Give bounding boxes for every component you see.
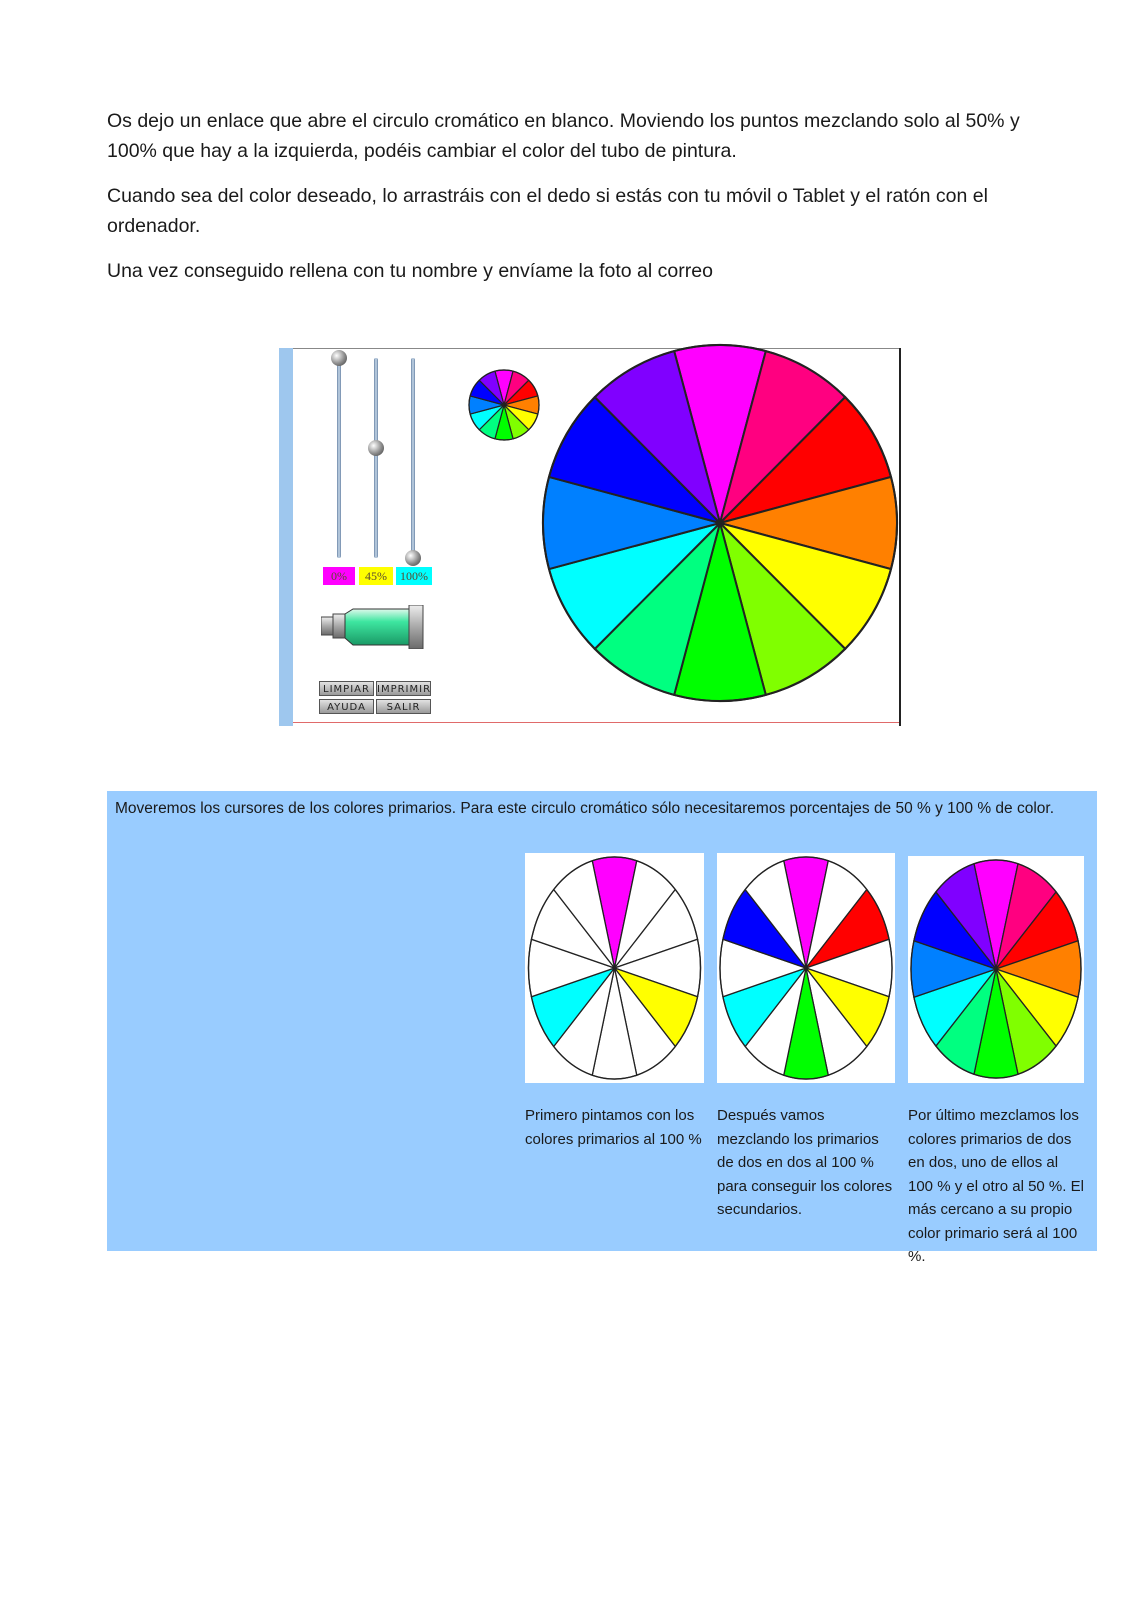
wheel-step-1-frame bbox=[525, 853, 704, 1083]
exit-button[interactable]: SALIR bbox=[376, 699, 431, 714]
wheel-step-3 bbox=[908, 856, 1084, 1083]
instruction-paragraph-2: Cuando sea del color deseado, lo arrastráis con el dedo si estás con tu móvil o Tablet y el ratón con el ordenador. bbox=[107, 185, 988, 237]
mini-color-wheel bbox=[466, 367, 542, 443]
color-wheel-app-screenshot bbox=[279, 348, 902, 726]
help-button[interactable]: AYUDA bbox=[319, 699, 374, 714]
magenta-slider-track[interactable] bbox=[337, 358, 341, 558]
magenta-slider-handle[interactable] bbox=[331, 350, 347, 366]
caption-step-1: Primero pintamos con los colores primarios al 100 % bbox=[525, 1107, 702, 1148]
cyan-slider-track[interactable] bbox=[411, 358, 415, 558]
instruction-paragraph-3: Una vez conseguido rellena con tu nombre y envíame la foto al correo bbox=[107, 260, 713, 282]
clear-button[interactable]: LIMPIAR bbox=[319, 681, 374, 696]
app-left-bar bbox=[279, 348, 293, 726]
cyan-percent-label: 100% bbox=[396, 567, 432, 585]
panel-intro-text: Moveremos los cursores de los colores primarios. Para este circulo cromático sólo necesitaremos porcentajes de 50 % y 100 % de color. bbox=[115, 800, 1055, 817]
yellow-slider-track[interactable] bbox=[374, 358, 378, 558]
caption-step-3: Por último mezclamos los colores primarios de dos en dos, uno de ellos al 100 % y el otro al 50 %. El más cercano a su propio color primario será al 100 %. bbox=[908, 1107, 1084, 1265]
app-bottom-border bbox=[293, 722, 899, 723]
yellow-slider-handle[interactable] bbox=[368, 440, 384, 456]
wheel-step-1 bbox=[525, 853, 704, 1083]
explanation-panel bbox=[107, 791, 1097, 1265]
wheel-step-2-frame bbox=[717, 853, 895, 1083]
magenta-percent-label: 0% bbox=[323, 567, 355, 585]
paint-tube-icon[interactable] bbox=[321, 605, 431, 649]
wheel-step-3-frame bbox=[908, 856, 1084, 1083]
main-color-wheel[interactable] bbox=[540, 334, 902, 714]
cyan-slider-handle[interactable] bbox=[405, 550, 421, 566]
print-button[interactable]: IMPRIMIR bbox=[376, 681, 431, 696]
caption-step-2: Después vamos mezclando los primarios de dos en dos al 100 % para conseguir los colores secundarios. bbox=[717, 1107, 893, 1218]
yellow-percent-label: 45% bbox=[359, 567, 393, 585]
wheel-step-2 bbox=[717, 853, 895, 1083]
instruction-paragraph-1: Os dejo un enlace que abre el circulo cromático en blanco. Moviendo los puntos mezclando solo al 50% y 100% que hay a la izquierda, podéis cambiar el color del tubo de pintura. bbox=[107, 110, 1020, 162]
